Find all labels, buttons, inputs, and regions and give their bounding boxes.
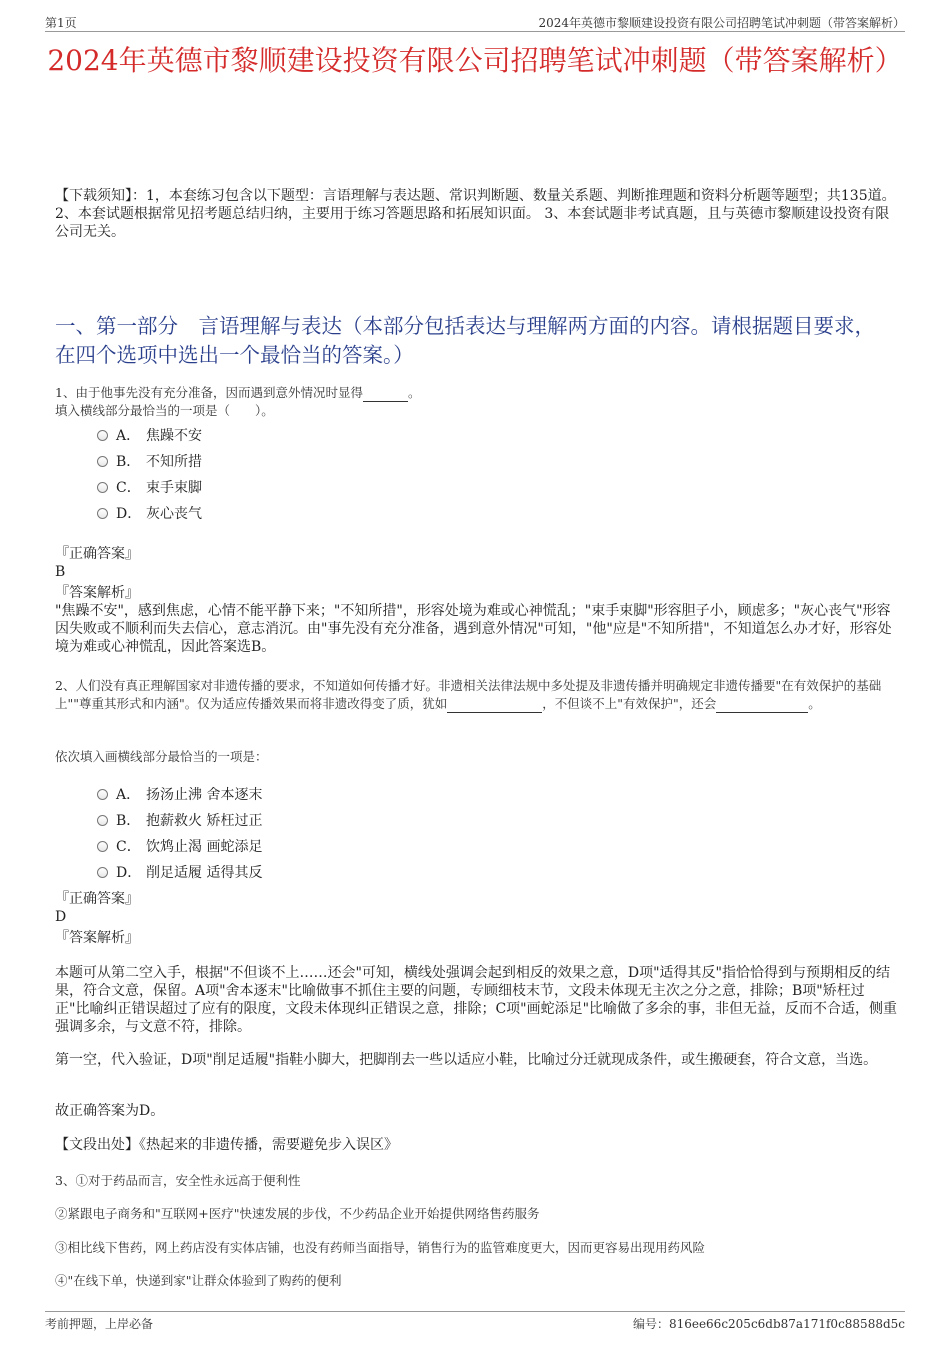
q2-option-d[interactable]: D． 削足适履 适得其反 xyxy=(97,862,262,882)
footer-divider xyxy=(45,1311,905,1312)
q1-option-d[interactable]: D． 灰心丧气 xyxy=(97,503,202,523)
q2-stem: 2、人们没有真正理解国家对非遗传播的要求，不知道如何传播才好。非遗相关法律法规中多处提及非遗传播并明确规定非遗传播要"在有效保护的基础上""尊重其形式和内涵"。仅为适应传播效果而将非遗改得变了质，犹如 ，不但谈不上"有效保护"，还会 。 xyxy=(55,678,882,711)
q1-analysis: "焦躁不安"，感到焦虑，心情不能平静下来；"不知所措"，形容处境为难或心神慌乱；"束手束脚"形容胆子小，顾虑多；"灰心丧气"形容因失败或不顺利而失去信心，意志消沉。由"事先没有充分准备，遇到意外情况"可知，"他"应是"不知所措"，不知道怎么办才好，形容处境为难或心神慌乱，因此答案选B。 xyxy=(55,603,892,655)
document-id: 编号：816ee66c205c6db87a171f0c88588d5c xyxy=(632,1317,905,1331)
q1-stem: 1、由于他事先没有充分准备，因而遇到意外情况时显得 。 xyxy=(55,385,421,400)
q3-item-1: 3、①对于药品而言，安全性永远高于便利性 xyxy=(55,1173,301,1188)
q2-blank-1 xyxy=(447,712,542,713)
page-number: 第1页 xyxy=(45,16,77,30)
q2-analysis-paragraph-1: 本题可从第二空入手，根据"不但谈不上……还会"可知，横线处强调会起到相反的效果之意，D项"适得其反"指恰恰得到与预期相反的结果，符合文意，保留。A项"舍本逐末"比喻做事不抓住主要的问题，专顾细枝末节，文段未体现无主次之分之意，排除；B项"矫枉过正"比喻纠正错误超过了应有的限度，文段未体现纠正错误之意，排除；C项"画蛇添足"比喻做了多余的事，非但无益，反而不合适，侧重强调多余，与文意不符，排除。 xyxy=(55,965,898,1035)
radio-icon[interactable] xyxy=(97,456,108,467)
q1-option-c[interactable]: C． 束手束脚 xyxy=(97,477,202,497)
q2-option-a[interactable]: A． 扬汤止沸 舍本逐末 xyxy=(97,784,262,804)
q1-answer: B xyxy=(55,564,66,580)
q2-analysis-label: 『答案解析』 xyxy=(55,930,139,946)
q1-option-b[interactable]: B． 不知所措 xyxy=(97,451,202,471)
q2-prompt: 依次填入画横线部分最恰当的一项是： xyxy=(55,749,268,764)
q3-item-3: ③相比线下售药，网上药店没有实体店铺，也没有药师当面指导，销售行为的监管难度更大，因而更容易出现用药风险 xyxy=(55,1240,706,1255)
q2-answer-label: 『正确答案』 xyxy=(55,891,139,907)
radio-icon[interactable] xyxy=(97,430,108,441)
q2-answer: D xyxy=(55,909,67,925)
q3-item-4: ④"在线下单，快递到家"让群众体验到了购药的便利 xyxy=(55,1273,342,1288)
footer-slogan: 考前押题，上岸必备 xyxy=(45,1317,154,1331)
q1-option-a[interactable]: A． 焦躁不安 xyxy=(97,425,202,445)
q2-blank-2 xyxy=(716,712,808,713)
q2-source: 【文段出处】《热起来的非遗传播，需要避免步入误区》 xyxy=(55,1137,398,1153)
download-notice: 【下载须知】：1，本套练习包含以下题型：言语理解与表达题、常识判断题、数量关系题、判断推理题和资料分析题等题型；共135道。 2、本套试题根据常见招考题总结归纳，主要用于练习答题思路和拓展知识面。 3、本套试题非考试真题，且与英德市黎顺建设投资有限公司无关。 xyxy=(55,188,896,240)
q1-answer-label: 『正确答案』 xyxy=(55,546,139,562)
radio-icon[interactable] xyxy=(97,789,108,800)
header-divider xyxy=(45,31,905,32)
section-heading: 一、第一部分 言语理解与表达（本部分包括表达与理解两方面的内容。请根据题目要求，在四个选项中选出一个最恰当的答案。） xyxy=(55,314,875,367)
radio-icon[interactable] xyxy=(97,841,108,852)
q1-analysis-label: 『答案解析』 xyxy=(55,585,139,601)
q2-option-b[interactable]: B． 抱薪救火 矫枉过正 xyxy=(97,810,262,830)
q3-item-2: ②紧跟电子商务和"互联网+医疗"快速发展的步伐，不少药品企业开始提供网络售药服务 xyxy=(55,1206,540,1221)
radio-icon[interactable] xyxy=(97,815,108,826)
radio-icon[interactable] xyxy=(97,482,108,493)
q2-analysis-paragraph-2: 第一空，代入验证，D项"削足适履"指鞋小脚大，把脚削去一些以适应小鞋，比喻过分迁就现成条件，或生搬硬套，符合文意，当选。 xyxy=(55,1052,878,1068)
q2-analysis-paragraph-3: 故正确答案为D。 xyxy=(55,1103,165,1119)
running-title: 2024年英德市黎顺建设投资有限公司招聘笔试冲刺题（带答案解析） xyxy=(538,16,905,30)
radio-icon[interactable] xyxy=(97,508,108,519)
q2-option-c[interactable]: C． 饮鸩止渴 画蛇添足 xyxy=(97,836,262,856)
document-title: 2024年英德市黎顺建设投资有限公司招聘笔试冲刺题（带答案解析） xyxy=(47,44,903,77)
q1-prompt: 填入横线部分最恰当的一项是（ ）。 xyxy=(55,403,274,418)
radio-icon[interactable] xyxy=(97,867,108,878)
